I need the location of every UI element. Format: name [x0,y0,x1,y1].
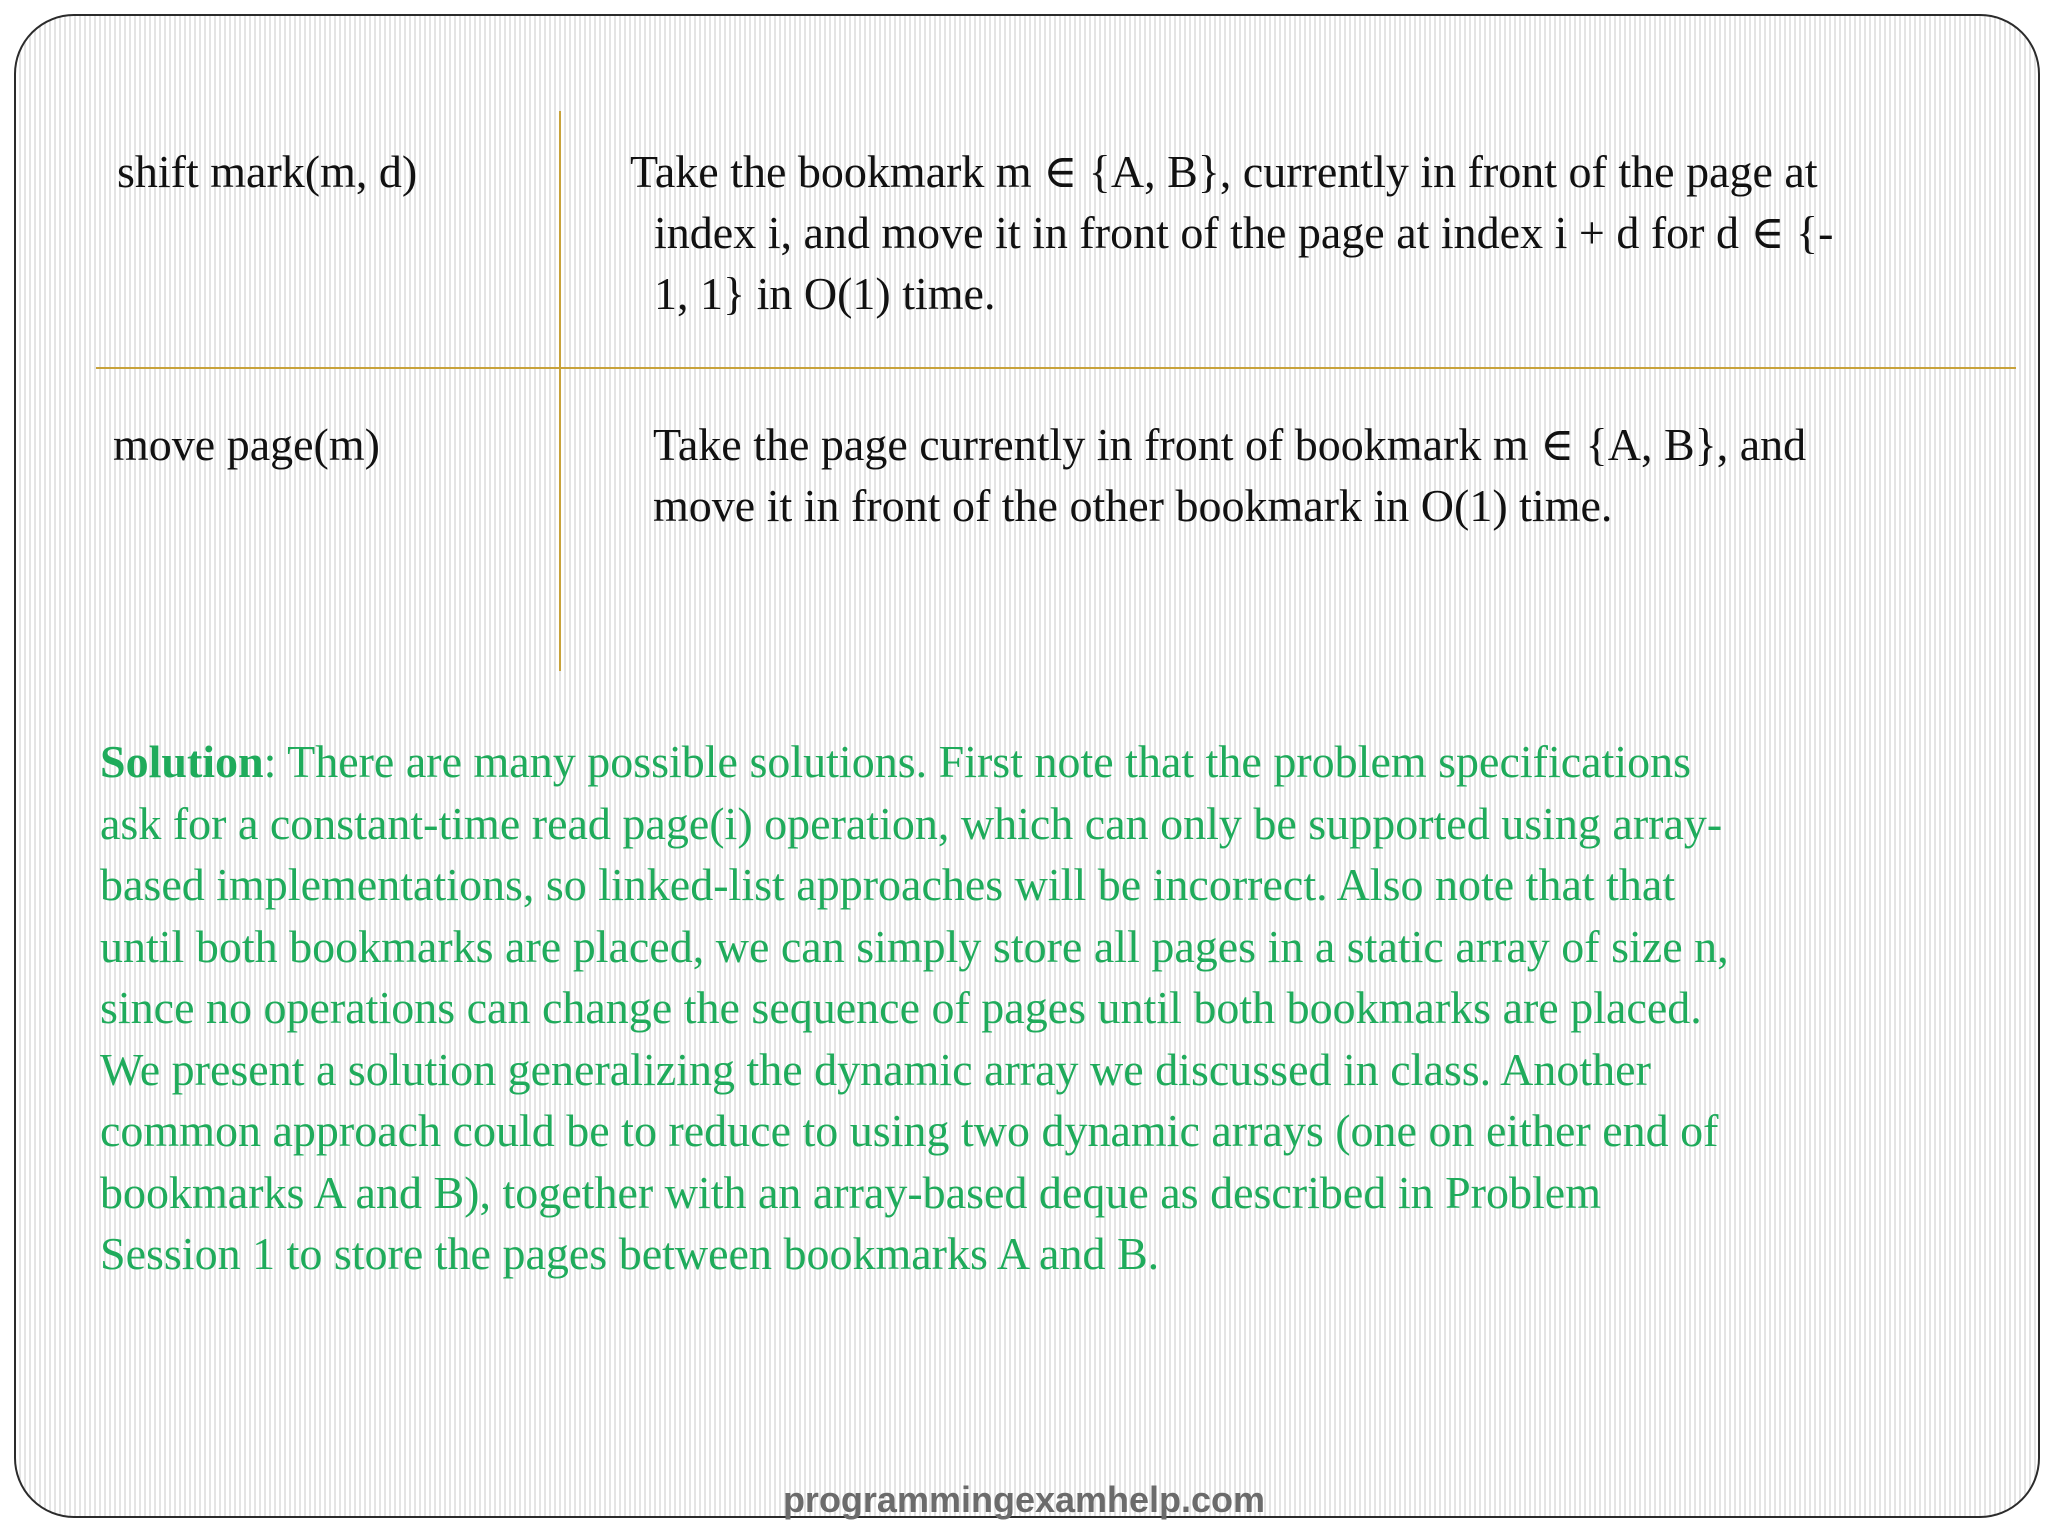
operation-description-move-page [653,414,2003,536]
table-row-divider [96,367,2016,369]
table-column-divider [559,111,561,671]
footer-website: programmingexamhelp.com [782,1479,1266,1520]
operation-name-move-page: move page(m) [113,419,380,470]
description-line: Take the bookmark m ∈ {A, B}, currently in front of the page at [630,146,1818,197]
solution-paragraph [100,731,1950,1285]
description-line: index i, and move it in front of the page at index i + d for d ∈ {- [654,207,1834,258]
operation-description-shift-mark [630,141,2000,324]
solution-line: We present a solution generalizing the dynamic array we discussed in class. Another [100,1043,1651,1095]
solution-line: until both bookmarks are placed, we can simply store all pages in a static array of size n, [100,920,1729,972]
solution-line: common approach could be to reduce to using two dynamic arrays (one on either end of [100,1105,1719,1156]
solution-line: bookmarks A and B), together with an array-based deque as described in Problem [100,1166,1601,1218]
description-line: 1, 1} in O(1) time. [654,268,996,319]
solution-label: Solution [100,736,264,787]
solution-line: based implementations, so linked-list approaches will be incorrect. Also note that that [100,859,1676,910]
solution-line: since no operations can change the sequence of pages until both bookmarks are placed. [100,982,1702,1033]
operation-name-shift-mark: shift mark(m, d) [117,146,418,197]
solution-line-text: : There are many possible solutions. First note that the problem specifications [263,736,1692,787]
description-line: Take the page currently in front of bookmark m ∈ {A, B}, and [653,419,1807,470]
solution-line [100,731,1950,793]
solution-line: Session 1 to store the pages between bookmarks A and B. [100,1228,1160,1279]
solution-line: ask for a constant-time read page(i) operation, which can only be supported using array- [100,797,1723,849]
description-line: move it in front of the other bookmark in O(1) time. [653,480,1613,531]
